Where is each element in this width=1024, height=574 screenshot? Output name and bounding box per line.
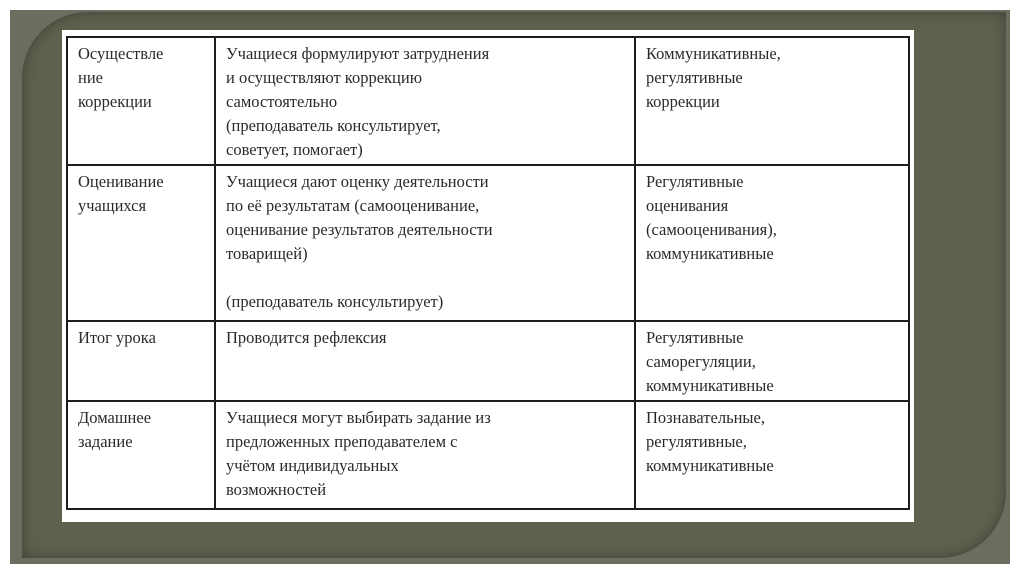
activity-text: Проводится рефлексия <box>226 328 387 347</box>
table-row <box>67 321 909 401</box>
cell-stage: Домашнее задание <box>67 401 215 509</box>
activity-text: Учащиеся могут выбирать задание из предложенных преподавателем с учётом индивидуальных возможностей <box>226 408 491 499</box>
activity-note: (преподаватель консультирует) <box>226 292 444 311</box>
cell-stage: Осуществле ние коррекции <box>67 37 215 165</box>
table-row <box>67 165 909 321</box>
cell-stage: Оценивание учащихся <box>67 165 215 321</box>
table-row <box>67 37 909 165</box>
cell-stage: Итог урока <box>67 321 215 401</box>
activity-text: Учащиеся формулируют затруднения и осуществляют коррекцию самостоятельно (преподаватель консультирует, советует, помогает) <box>226 44 490 159</box>
cell-activity <box>215 401 635 509</box>
cell-uud: Регулятивные саморегуляции, коммуникативные <box>635 321 909 401</box>
table-row <box>67 401 909 509</box>
lesson-stages-table <box>66 36 910 510</box>
cell-uud: Регулятивные оценивания (самооценивания), коммуникативные <box>635 165 909 321</box>
cell-activity <box>215 321 635 401</box>
cell-activity <box>215 37 635 165</box>
cell-uud: Познавательные, регулятивные, коммуникативные <box>635 401 909 509</box>
cell-uud: Коммуникативные, регулятивные коррекции <box>635 37 909 165</box>
cell-activity <box>215 165 635 321</box>
activity-text: Учащиеся дают оценку деятельности по её результатам (самооценивание, оценивание результатов деятельности товарищей) <box>226 172 493 263</box>
document-table-image <box>62 30 914 522</box>
cropped-top-edge <box>62 30 914 36</box>
